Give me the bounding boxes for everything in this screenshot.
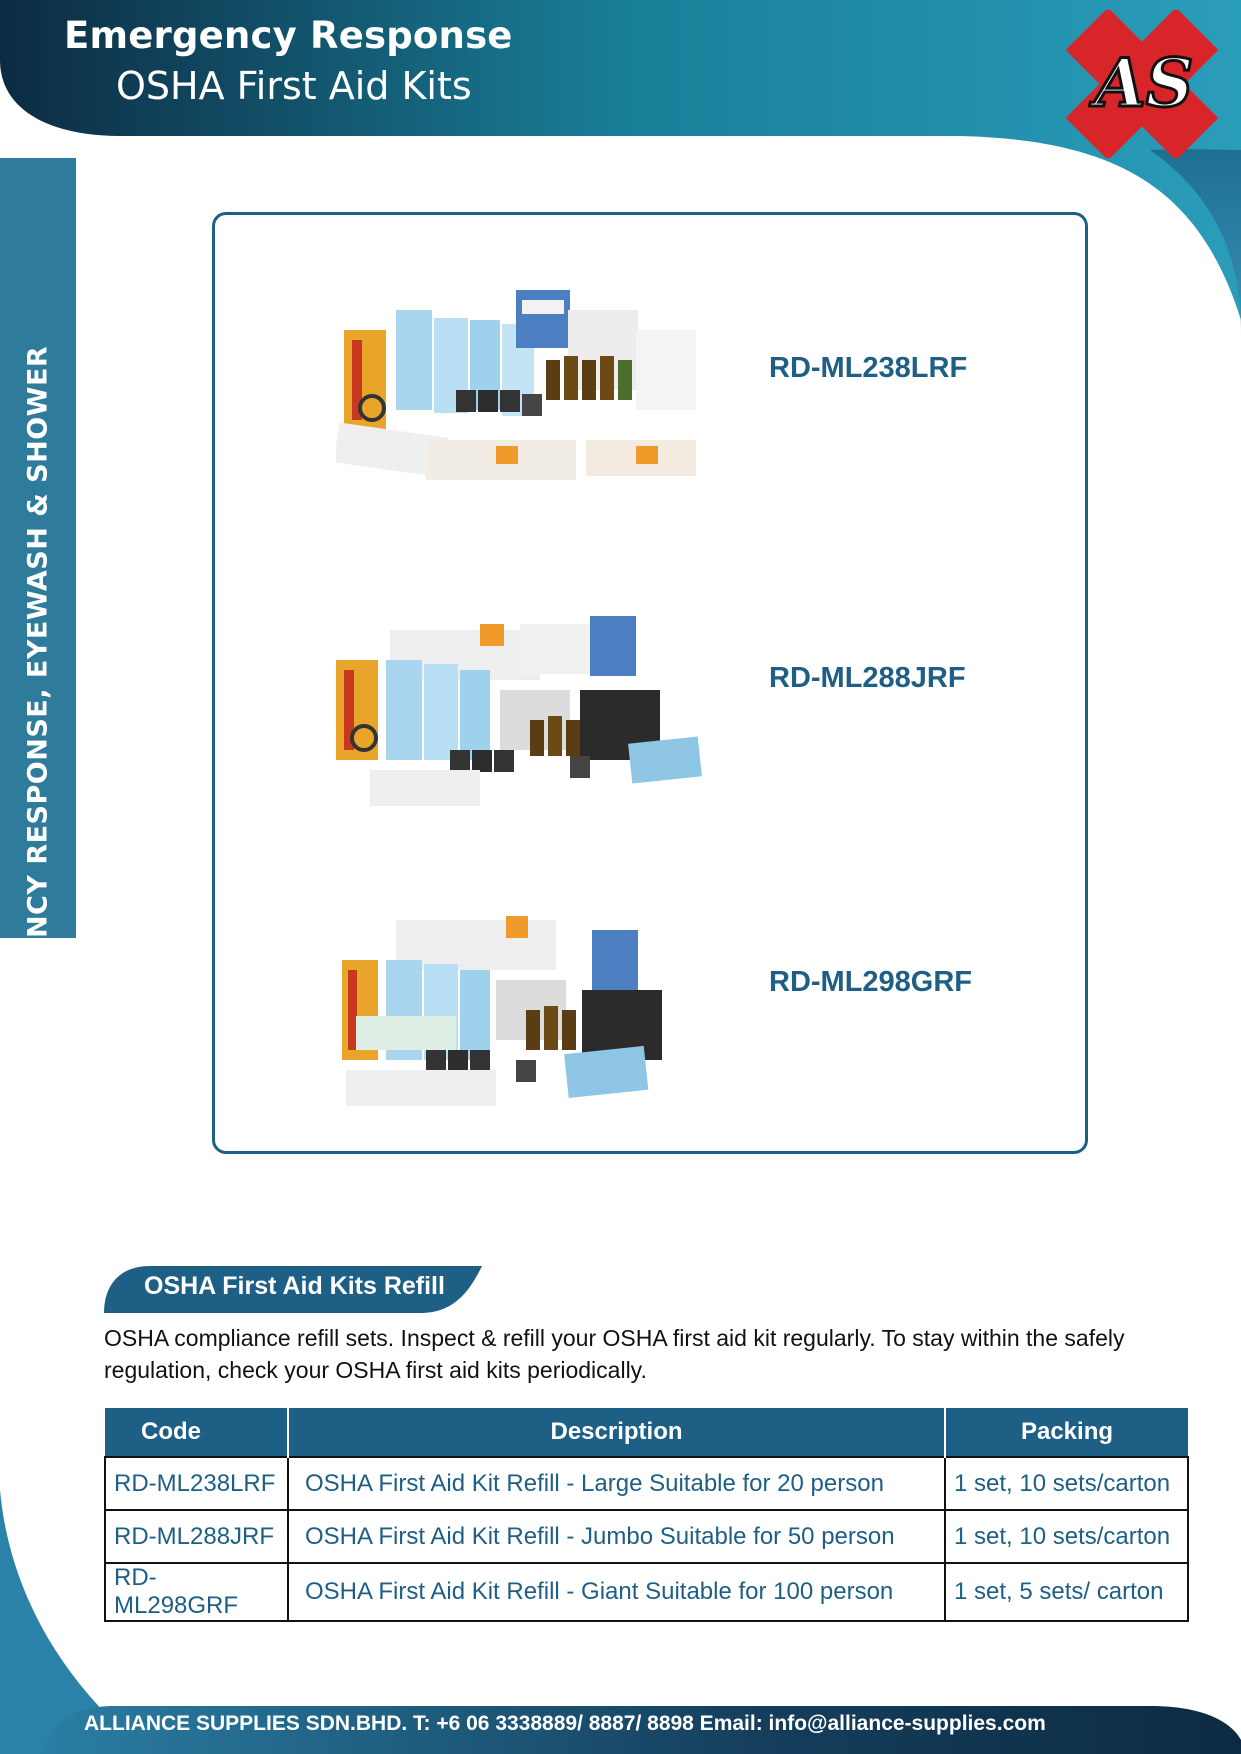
- table-row: [105, 1457, 1188, 1510]
- refill-spec-table: [104, 1408, 1189, 1622]
- cell-packing: 1 set, 5 sets/ carton: [945, 1563, 1188, 1621]
- product-code-1: RD-ML238LRF: [769, 352, 968, 384]
- company-logo: [1052, 10, 1232, 158]
- table-row: [105, 1510, 1188, 1563]
- kit-image-large: [336, 290, 706, 490]
- cell-description: OSHA First Aid Kit Refill - Giant Suitable for 100 person: [288, 1563, 945, 1621]
- table-row: [105, 1563, 1188, 1621]
- section-intro: OSHA compliance refill sets. Inspect & refill your OSHA first aid kit regularly. To stay within the safely regulation, check your OSHA first aid kits periodically.: [104, 1325, 1125, 1383]
- kit-image-giant: [336, 910, 706, 1110]
- header-title: Emergency Response: [64, 14, 513, 57]
- column-header-packing: Packing: [945, 1408, 1188, 1457]
- side-category-tab: [0, 158, 76, 1067]
- cell-packing: 1 set, 10 sets/carton: [945, 1510, 1188, 1563]
- side-tab-label: EMERGENCY RESPONSE, EYEWASH & SHOWER: [22, 345, 54, 1067]
- section-title: OSHA First Aid Kits Refill: [144, 1272, 445, 1300]
- product-code-3: RD-ML298GRF: [769, 966, 973, 998]
- cell-description: OSHA First Aid Kit Refill - Jumbo Suitable for 50 person: [288, 1510, 945, 1563]
- header-subtitle: OSHA First Aid Kits: [116, 64, 472, 108]
- column-header-code: Code: [105, 1408, 288, 1457]
- product-code-2: RD-ML288JRF: [769, 662, 966, 694]
- cell-code: RD-ML298GRF: [105, 1563, 288, 1621]
- cell-packing: 1 set, 10 sets/carton: [945, 1457, 1188, 1510]
- cell-description: OSHA First Aid Kit Refill - Large Suitable for 20 person: [288, 1457, 945, 1510]
- cell-code: RD-ML238LRF: [105, 1457, 288, 1510]
- table-header-row: [105, 1408, 1188, 1457]
- cell-code: RD-ML288JRF: [105, 1510, 288, 1563]
- column-header-description: Description: [288, 1408, 945, 1457]
- kit-image-jumbo: [330, 610, 710, 810]
- svg-text:AS: AS: [1094, 44, 1194, 122]
- footer-contact: ALLIANCE SUPPLIES SDN.BHD. T: +6 06 3338889/ 8887/ 8898 Email: info@alliance-supplies.com: [84, 1712, 1046, 1735]
